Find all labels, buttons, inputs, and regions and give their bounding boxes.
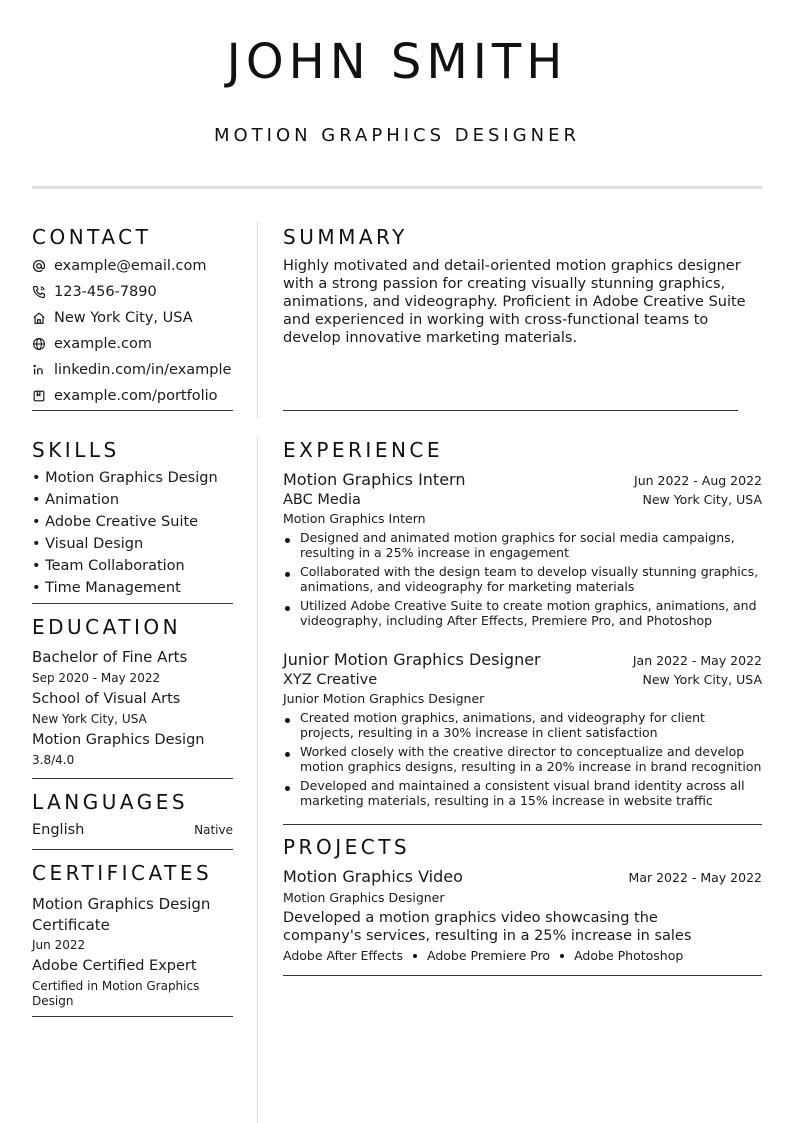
project-header: [283, 867, 762, 886]
contact-location-text: New York City, USA: [54, 310, 193, 326]
education-heading: EDUCATION: [32, 615, 182, 639]
language-level: Native: [194, 823, 233, 837]
skill-item: • Time Management: [32, 577, 242, 599]
job-title-heading: MOTION GRAPHICS DESIGNER: [213, 125, 581, 146]
job-title: Junior Motion Graphics Designer: [283, 650, 541, 669]
project-tools: [283, 948, 762, 963]
certificate-name: Adobe Certified Expert: [32, 958, 197, 974]
job-bullets: [283, 710, 762, 808]
job-entry: [283, 650, 762, 812]
experience-divider: [283, 824, 762, 825]
project-role: Motion Graphics Designer: [283, 890, 445, 905]
job-location: New York City, USA: [642, 672, 762, 687]
job-bullet: Utilized Adobe Creative Suite to create motion graphics, animations, and videography, including After Effects, Premiere Pro, and Photoshop: [283, 598, 762, 628]
job-entry: [283, 470, 762, 632]
job-bullet: Developed and maintained a consistent visual brand identity across all marketing materials, resulting in a 15% increase in website traffic: [283, 778, 762, 808]
job-bullet: Collaborated with the design team to develop visually stunning graphics, animations, and videography for marketing materials: [283, 564, 762, 594]
tool-separator: [560, 954, 564, 958]
job-bullet: Designed and animated motion graphics for social media campaigns, resulting in a 25% increase in engagement: [283, 530, 762, 560]
summary-divider: [283, 410, 738, 411]
project-dates: Mar 2022 - May 2022: [628, 870, 762, 885]
certificate-detail: Certified in Motion Graphics Design: [32, 979, 200, 1008]
contact-phone-text: 123-456-7890: [54, 284, 157, 300]
portfolio-icon: [32, 389, 46, 403]
job-company: XYZ Creative: [283, 672, 378, 688]
projects-heading: PROJECTS: [283, 835, 411, 859]
contact-linkedin[interactable]: [32, 357, 242, 383]
experience-heading: EXPERIENCE: [283, 438, 444, 462]
contact-portfolio[interactable]: [32, 383, 242, 409]
job-dates: Jun 2022 - Aug 2022: [634, 473, 762, 488]
at-icon: [32, 259, 46, 273]
contact-linkedin-text: linkedin.com/in/example: [54, 362, 232, 378]
job-bullet: Created motion graphics, animations, and videography for client projects, resulting in a 30% increase in client satisfaction: [283, 710, 762, 740]
languages-divider: [32, 849, 233, 850]
contact-list: [32, 253, 242, 409]
job-bullets: [283, 530, 762, 628]
contact-email-text: example@email.com: [54, 258, 207, 274]
contact-email[interactable]: [32, 253, 242, 279]
education-divider: [32, 778, 233, 779]
skill-item: • Visual Design: [32, 533, 242, 555]
job-title: Motion Graphics Intern: [283, 470, 466, 489]
language-name: English: [32, 822, 85, 838]
job-role: Junior Motion Graphics Designer: [283, 691, 485, 706]
certificates-divider: [32, 1016, 233, 1017]
contact-website[interactable]: [32, 331, 242, 357]
contact-phone[interactable]: [32, 279, 242, 305]
education-location: New York City, USA: [32, 712, 147, 726]
project-entry: [283, 867, 762, 963]
contact-location: [32, 305, 242, 331]
job-dates: Jan 2022 - May 2022: [632, 653, 762, 668]
education-degree: Bachelor of Fine Arts: [32, 648, 188, 666]
education-gpa: 3.8/4.0: [32, 753, 75, 767]
candidate-name: JOHN SMITH: [226, 34, 568, 90]
globe-icon: [32, 337, 46, 351]
project-tool: Adobe Premiere Pro: [427, 948, 551, 963]
contact-divider: [32, 410, 233, 411]
project-description: Developed a motion graphics video showcasing the company's services, resulting in a 25% increase in sales: [283, 910, 692, 944]
job-company-row: [283, 672, 762, 688]
tool-separator: [413, 954, 417, 958]
summary-text: Highly motivated and detail-oriented motion graphics designer with a strong passion for creating visually stunning graphics, animations, and videography. Proficient in Adobe Creative Suite and experienced in working with cross-functional teams to develop innovative marketing materials.: [283, 258, 746, 346]
job-company-row: [283, 492, 762, 508]
job-bullet: Worked closely with the creative director to conceptualize and develop motion graphics designs, resulting in a 20% increase in brand recognition: [283, 744, 762, 774]
skill-item: • Animation: [32, 489, 242, 511]
project-tool: Adobe Photoshop: [574, 948, 684, 963]
job-company: ABC Media: [283, 492, 361, 508]
job-header: [283, 650, 762, 669]
projects-divider: [283, 975, 762, 976]
header-divider: [32, 186, 762, 189]
project-tool: Adobe After Effects: [283, 948, 403, 963]
project-title: Motion Graphics Video: [283, 867, 463, 886]
contact-heading: CONTACT: [32, 225, 152, 249]
education-field: Motion Graphics Design: [32, 732, 205, 748]
education-dates: Sep 2020 - May 2022: [32, 671, 161, 685]
linkedin-icon: [32, 363, 46, 377]
skills-heading: SKILLS: [32, 438, 120, 462]
summary-heading: SUMMARY: [283, 225, 408, 249]
job-location: New York City, USA: [642, 492, 762, 507]
skill-item: • Motion Graphics Design: [32, 467, 242, 489]
contact-website-text: example.com: [54, 336, 152, 352]
phone-icon: [32, 285, 46, 299]
education-school: School of Visual Arts: [32, 691, 181, 707]
certificate-name: Motion Graphics Design Certificate: [32, 895, 211, 934]
languages-heading: LANGUAGES: [32, 790, 189, 814]
language-row: [32, 822, 233, 838]
certificates-heading: CERTIFICATES: [32, 861, 213, 885]
column-divider-bottom: [257, 436, 258, 1123]
skills-divider: [32, 603, 233, 604]
column-divider-top: [257, 222, 258, 419]
home-icon: [32, 311, 46, 325]
skills-list: [32, 467, 242, 599]
skill-item: • Team Collaboration: [32, 555, 242, 577]
skill-item: • Adobe Creative Suite: [32, 511, 242, 533]
job-role: Motion Graphics Intern: [283, 511, 426, 526]
certificate-detail: Jun 2022: [32, 938, 86, 952]
contact-portfolio-text: example.com/portfolio: [54, 388, 218, 404]
job-header: [283, 470, 762, 489]
